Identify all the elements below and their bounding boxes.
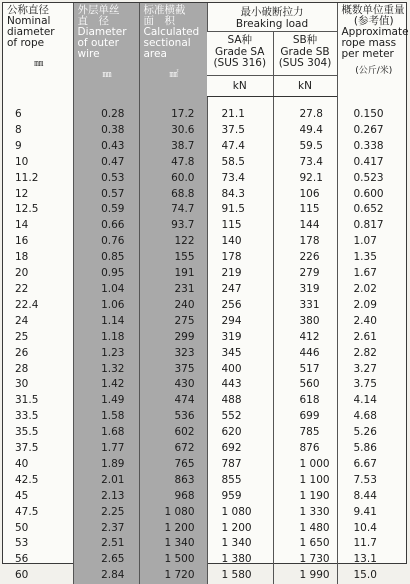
cell-rope-mass: 13.1 <box>337 552 408 568</box>
cell-nominal-diameter: 28 <box>3 362 73 378</box>
cell-breaking-load-sa: 219 <box>207 266 273 282</box>
cell-nominal-diameter: 9 <box>3 139 73 155</box>
cell-breaking-load-sb: 380 <box>273 314 337 330</box>
cell-breaking-load-sb: 59.5 <box>273 139 337 155</box>
cell-rope-mass: 3.27 <box>337 362 408 378</box>
table-row <box>3 409 408 425</box>
cell-breaking-load-sa: 37.5 <box>207 123 273 139</box>
cell-nominal-diameter: 20 <box>3 266 73 282</box>
cell-breaking-load-sa: 787 <box>207 457 273 473</box>
cell-breaking-load-sa: 1 340 <box>207 536 273 552</box>
header-grade-sb: SB种 Grade SB (SUS 304) <box>273 32 337 76</box>
cell-breaking-load-sb: 618 <box>273 393 337 409</box>
cell-breaking-load-sa: 488 <box>207 393 273 409</box>
cell-sectional-area: 17.2 <box>139 97 207 123</box>
header-outer-wire-diameter: 外层单丝 直 径 Diameter of outer wire ㎜ <box>73 3 139 97</box>
cell-sectional-area: 375 <box>139 362 207 378</box>
cell-nominal-diameter: 50 <box>3 521 73 537</box>
cell-sectional-area: 93.7 <box>139 218 207 234</box>
cell-breaking-load-sa: 1 380 <box>207 552 273 568</box>
cell-nominal-diameter: 11.2 <box>3 171 73 187</box>
table-row <box>3 234 408 250</box>
cell-sectional-area: 240 <box>139 298 207 314</box>
cell-sectional-area: 74.7 <box>139 202 207 218</box>
cell-nominal-diameter: 30 <box>3 377 73 393</box>
cell-breaking-load-sb: 1 990 <box>273 568 337 584</box>
table-row <box>3 552 408 568</box>
cell-nominal-diameter: 12 <box>3 187 73 203</box>
cell-rope-mass: 2.40 <box>337 314 408 330</box>
cell-breaking-load-sb: 73.4 <box>273 155 337 171</box>
cell-outer-wire-diameter: 0.43 <box>73 139 139 155</box>
table-row <box>3 536 408 552</box>
cell-rope-mass: 11.7 <box>337 536 408 552</box>
table-row <box>3 155 408 171</box>
cell-sectional-area: 968 <box>139 489 207 505</box>
cell-breaking-load-sb: 446 <box>273 346 337 362</box>
cell-breaking-load-sb: 226 <box>273 250 337 266</box>
cell-breaking-load-sa: 91.5 <box>207 202 273 218</box>
cell-breaking-load-sa: 552 <box>207 409 273 425</box>
cell-breaking-load-sb: 92.1 <box>273 171 337 187</box>
cell-breaking-load-sb: 1 330 <box>273 505 337 521</box>
cell-rope-mass: 1.35 <box>337 250 408 266</box>
cell-rope-mass: 8.44 <box>337 489 408 505</box>
cell-breaking-load-sb: 27.8 <box>273 97 337 123</box>
cell-outer-wire-diameter: 1.42 <box>73 377 139 393</box>
cell-outer-wire-diameter: 0.57 <box>73 187 139 203</box>
cell-sectional-area: 430 <box>139 377 207 393</box>
cell-breaking-load-sa: 84.3 <box>207 187 273 203</box>
header-sectional-area: 标准横截 面 积 Calculated sectional area ㎟ <box>139 3 207 97</box>
cell-breaking-load-sa: 21.1 <box>207 97 273 123</box>
table-row <box>3 298 408 314</box>
cell-breaking-load-sa: 178 <box>207 250 273 266</box>
cell-rope-mass: 2.82 <box>337 346 408 362</box>
cell-nominal-diameter: 24 <box>3 314 73 330</box>
cell-nominal-diameter: 35.5 <box>3 425 73 441</box>
cell-breaking-load-sb: 699 <box>273 409 337 425</box>
cell-rope-mass: 7.53 <box>337 473 408 489</box>
table-row <box>3 425 408 441</box>
cell-breaking-load-sb: 876 <box>273 441 337 457</box>
cell-outer-wire-diameter: 0.85 <box>73 250 139 266</box>
cell-nominal-diameter: 18 <box>3 250 73 266</box>
cell-outer-wire-diameter: 1.77 <box>73 441 139 457</box>
cell-rope-mass: 2.09 <box>337 298 408 314</box>
table-row <box>3 568 408 584</box>
cell-outer-wire-diameter: 1.14 <box>73 314 139 330</box>
cell-sectional-area: 38.7 <box>139 139 207 155</box>
cell-outer-wire-diameter: 1.58 <box>73 409 139 425</box>
cell-sectional-area: 191 <box>139 266 207 282</box>
cell-breaking-load-sa: 256 <box>207 298 273 314</box>
cell-breaking-load-sb: 279 <box>273 266 337 282</box>
header-grade-sa: SA种 Grade SA (SUS 316) <box>207 32 273 76</box>
cell-outer-wire-diameter: 1.23 <box>73 346 139 362</box>
cell-outer-wire-diameter: 2.84 <box>73 568 139 584</box>
cell-breaking-load-sa: 73.4 <box>207 171 273 187</box>
cell-breaking-load-sb: 115 <box>273 202 337 218</box>
cell-rope-mass: 2.61 <box>337 330 408 346</box>
cell-nominal-diameter: 22 <box>3 282 73 298</box>
cell-breaking-load-sa: 140 <box>207 234 273 250</box>
header-nominal-diameter: 公称直径 Nominal diameter of rope ㎜ <box>3 3 73 97</box>
cell-outer-wire-diameter: 0.47 <box>73 155 139 171</box>
cell-breaking-load-sa: 345 <box>207 346 273 362</box>
cell-nominal-diameter: 12.5 <box>3 202 73 218</box>
cell-breaking-load-sb: 1 000 <box>273 457 337 473</box>
cell-breaking-load-sb: 1 480 <box>273 521 337 537</box>
cell-breaking-load-sb: 560 <box>273 377 337 393</box>
cell-breaking-load-sa: 1 200 <box>207 521 273 537</box>
cell-sectional-area: 275 <box>139 314 207 330</box>
cell-nominal-diameter: 14 <box>3 218 73 234</box>
cell-rope-mass: 2.02 <box>337 282 408 298</box>
cell-nominal-diameter: 42.5 <box>3 473 73 489</box>
rope-spec-table <box>3 3 408 584</box>
cell-breaking-load-sa: 400 <box>207 362 273 378</box>
table-row <box>3 377 408 393</box>
cell-nominal-diameter: 22.4 <box>3 298 73 314</box>
cell-breaking-load-sb: 49.4 <box>273 123 337 139</box>
cell-nominal-diameter: 53 <box>3 536 73 552</box>
cell-breaking-load-sa: 247 <box>207 282 273 298</box>
table-row <box>3 202 408 218</box>
cell-breaking-load-sa: 47.4 <box>207 139 273 155</box>
cell-nominal-diameter: 25 <box>3 330 73 346</box>
cell-sectional-area: 765 <box>139 457 207 473</box>
cell-breaking-load-sb: 106 <box>273 187 337 203</box>
cell-rope-mass: 10.4 <box>337 521 408 537</box>
cell-breaking-load-sb: 785 <box>273 425 337 441</box>
rope-spec-table-sheet <box>2 2 407 564</box>
table-row <box>3 330 408 346</box>
cell-sectional-area: 60.0 <box>139 171 207 187</box>
table-row <box>3 346 408 362</box>
cell-sectional-area: 1 200 <box>139 521 207 537</box>
cell-nominal-diameter: 16 <box>3 234 73 250</box>
cell-sectional-area: 231 <box>139 282 207 298</box>
cell-breaking-load-sa: 959 <box>207 489 273 505</box>
cell-rope-mass: 5.86 <box>337 441 408 457</box>
table-row <box>3 393 408 409</box>
cell-sectional-area: 672 <box>139 441 207 457</box>
table-body <box>3 97 408 584</box>
cell-rope-mass: 6.67 <box>337 457 408 473</box>
cell-sectional-area: 602 <box>139 425 207 441</box>
cell-outer-wire-diameter: 0.59 <box>73 202 139 218</box>
cell-breaking-load-sa: 855 <box>207 473 273 489</box>
header-rope-mass: 概数单位重量 (参考值) Approximate rope mass per meter (公斤/米) <box>337 3 408 97</box>
cell-breaking-load-sb: 1 650 <box>273 536 337 552</box>
table-row <box>3 282 408 298</box>
cell-sectional-area: 1 340 <box>139 536 207 552</box>
table-row <box>3 457 408 473</box>
cell-outer-wire-diameter: 0.53 <box>73 171 139 187</box>
cell-nominal-diameter: 40 <box>3 457 73 473</box>
header-breaking-load: 最小破断拉力 Breaking load <box>207 3 337 32</box>
cell-outer-wire-diameter: 2.65 <box>73 552 139 568</box>
cell-outer-wire-diameter: 0.66 <box>73 218 139 234</box>
cell-breaking-load-sa: 319 <box>207 330 273 346</box>
cell-breaking-load-sa: 294 <box>207 314 273 330</box>
unit-sb-kn: kN <box>273 76 337 97</box>
cell-rope-mass: 0.652 <box>337 202 408 218</box>
cell-breaking-load-sb: 144 <box>273 218 337 234</box>
cell-sectional-area: 536 <box>139 409 207 425</box>
table-row <box>3 250 408 266</box>
cell-nominal-diameter: 47.5 <box>3 505 73 521</box>
cell-nominal-diameter: 56 <box>3 552 73 568</box>
cell-rope-mass: 0.338 <box>337 139 408 155</box>
cell-rope-mass: 0.267 <box>337 123 408 139</box>
cell-breaking-load-sa: 443 <box>207 377 273 393</box>
cell-sectional-area: 323 <box>139 346 207 362</box>
cell-nominal-diameter: 10 <box>3 155 73 171</box>
cell-outer-wire-diameter: 1.89 <box>73 457 139 473</box>
cell-rope-mass: 0.523 <box>337 171 408 187</box>
cell-outer-wire-diameter: 1.49 <box>73 393 139 409</box>
table-row <box>3 97 408 123</box>
cell-rope-mass: 0.600 <box>337 187 408 203</box>
cell-nominal-diameter: 45 <box>3 489 73 505</box>
cell-outer-wire-diameter: 1.18 <box>73 330 139 346</box>
cell-outer-wire-diameter: 1.06 <box>73 298 139 314</box>
unit-sa-kn: kN <box>207 76 273 97</box>
cell-outer-wire-diameter: 1.32 <box>73 362 139 378</box>
cell-sectional-area: 30.6 <box>139 123 207 139</box>
cell-breaking-load-sb: 517 <box>273 362 337 378</box>
cell-sectional-area: 68.8 <box>139 187 207 203</box>
cell-outer-wire-diameter: 1.68 <box>73 425 139 441</box>
cell-outer-wire-diameter: 0.76 <box>73 234 139 250</box>
cell-rope-mass: 0.417 <box>337 155 408 171</box>
cell-nominal-diameter: 60 <box>3 568 73 584</box>
table-row <box>3 266 408 282</box>
cell-rope-mass: 9.41 <box>337 505 408 521</box>
cell-nominal-diameter: 31.5 <box>3 393 73 409</box>
cell-rope-mass: 15.0 <box>337 568 408 584</box>
cell-nominal-diameter: 33.5 <box>3 409 73 425</box>
cell-sectional-area: 1 080 <box>139 505 207 521</box>
cell-sectional-area: 299 <box>139 330 207 346</box>
table-row <box>3 218 408 234</box>
cell-breaking-load-sb: 1 190 <box>273 489 337 505</box>
table-row <box>3 521 408 537</box>
cell-outer-wire-diameter: 1.04 <box>73 282 139 298</box>
cell-nominal-diameter: 26 <box>3 346 73 362</box>
cell-outer-wire-diameter: 0.38 <box>73 123 139 139</box>
cell-breaking-load-sa: 620 <box>207 425 273 441</box>
cell-sectional-area: 863 <box>139 473 207 489</box>
cell-nominal-diameter: 8 <box>3 123 73 139</box>
cell-rope-mass: 0.150 <box>337 97 408 123</box>
cell-breaking-load-sa: 115 <box>207 218 273 234</box>
cell-rope-mass: 4.14 <box>337 393 408 409</box>
cell-outer-wire-diameter: 0.28 <box>73 97 139 123</box>
cell-breaking-load-sa: 1 080 <box>207 505 273 521</box>
cell-outer-wire-diameter: 2.13 <box>73 489 139 505</box>
cell-sectional-area: 474 <box>139 393 207 409</box>
cell-breaking-load-sa: 1 580 <box>207 568 273 584</box>
cell-outer-wire-diameter: 2.01 <box>73 473 139 489</box>
cell-outer-wire-diameter: 0.95 <box>73 266 139 282</box>
cell-sectional-area: 47.8 <box>139 155 207 171</box>
cell-rope-mass: 5.26 <box>337 425 408 441</box>
cell-breaking-load-sb: 178 <box>273 234 337 250</box>
cell-rope-mass: 4.68 <box>337 409 408 425</box>
cell-rope-mass: 1.07 <box>337 234 408 250</box>
cell-breaking-load-sb: 1 730 <box>273 552 337 568</box>
cell-breaking-load-sb: 412 <box>273 330 337 346</box>
table-row <box>3 362 408 378</box>
table-row <box>3 473 408 489</box>
cell-sectional-area: 122 <box>139 234 207 250</box>
cell-breaking-load-sb: 1 100 <box>273 473 337 489</box>
cell-breaking-load-sa: 58.5 <box>207 155 273 171</box>
table-row <box>3 441 408 457</box>
cell-rope-mass: 0.817 <box>337 218 408 234</box>
cell-sectional-area: 1 500 <box>139 552 207 568</box>
cell-outer-wire-diameter: 2.25 <box>73 505 139 521</box>
table-row <box>3 314 408 330</box>
cell-rope-mass: 3.75 <box>337 377 408 393</box>
table-row <box>3 505 408 521</box>
cell-breaking-load-sa: 692 <box>207 441 273 457</box>
table-row <box>3 489 408 505</box>
table-row <box>3 123 408 139</box>
cell-sectional-area: 1 720 <box>139 568 207 584</box>
cell-rope-mass: 1.67 <box>337 266 408 282</box>
cell-outer-wire-diameter: 2.37 <box>73 521 139 537</box>
table-row <box>3 171 408 187</box>
cell-outer-wire-diameter: 2.51 <box>73 536 139 552</box>
cell-breaking-load-sb: 319 <box>273 282 337 298</box>
cell-nominal-diameter: 37.5 <box>3 441 73 457</box>
table-row <box>3 139 408 155</box>
table-row <box>3 187 408 203</box>
cell-nominal-diameter: 6 <box>3 97 73 123</box>
cell-breaking-load-sb: 331 <box>273 298 337 314</box>
cell-sectional-area: 155 <box>139 250 207 266</box>
